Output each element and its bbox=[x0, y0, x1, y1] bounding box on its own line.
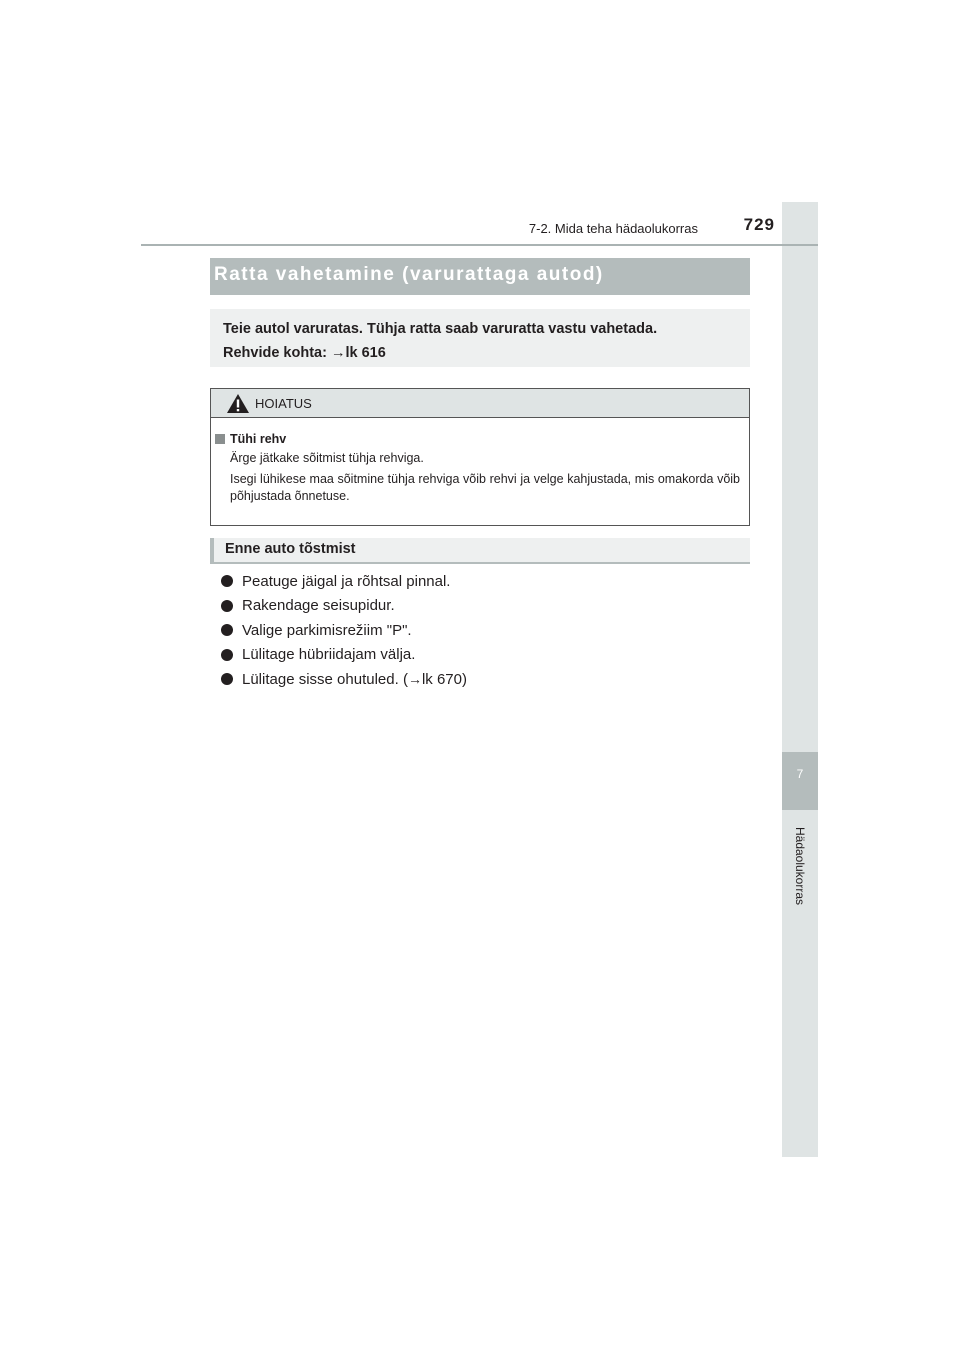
warning-subheading-text: Tühi rehv bbox=[230, 432, 287, 446]
section-heading-accent bbox=[210, 538, 214, 562]
intro-box bbox=[210, 309, 750, 367]
chapter-number-block bbox=[782, 752, 818, 810]
section-heading bbox=[210, 538, 750, 564]
bullet-icon bbox=[221, 575, 233, 587]
warning-title: HOIATUS bbox=[255, 396, 312, 411]
page-title: Ratta vahetamine (varurattaga autod) bbox=[214, 264, 604, 285]
warning-header bbox=[211, 389, 749, 418]
intro-line-1: Teie autol varuratas. Tühja ratta saab varuratta vastu vahetada. bbox=[223, 321, 658, 337]
intro-prefix: Rehvide kohta: bbox=[223, 345, 331, 361]
warning-paragraph-2: Isegi lühikese maa sõitmine tühja rehviga võib rehvi ja velge kahjustada, mis omakorda võib põhjustada õnnetuse. bbox=[230, 472, 740, 503]
header-rule bbox=[141, 244, 818, 246]
list-item: Lülitage hübriidajam välja. bbox=[221, 643, 741, 668]
warning-body bbox=[211, 418, 749, 505]
list-item: Lülitage sisse ohutuled. ( → lk 670) bbox=[221, 667, 741, 692]
chapter-label: Hädaolukorras bbox=[793, 826, 807, 906]
warning-box bbox=[210, 388, 750, 526]
page-reference: lk 616 bbox=[345, 345, 386, 361]
intro-line-2 bbox=[223, 341, 737, 365]
arrow-icon: → bbox=[330, 345, 346, 361]
warning-paragraph-1: Ärge jätkake sõitmist tühja rehviga. bbox=[230, 451, 424, 465]
bullet-icon bbox=[221, 649, 233, 661]
page-number: 729 bbox=[743, 215, 775, 234]
list-item: Valige parkimisrežiim "P". bbox=[221, 618, 741, 643]
header-section-title: 7-2. Mida teha hädaolukorras bbox=[528, 221, 698, 236]
chapter-number: 7 bbox=[796, 767, 804, 781]
square-bullet-icon bbox=[215, 434, 225, 444]
list-item: Peatuge jäigal ja rõhtsal pinnal. bbox=[221, 569, 741, 594]
bullet-list bbox=[221, 569, 741, 692]
list-item: Rakendage seisupidur. bbox=[221, 594, 741, 619]
chapter-side-tab bbox=[782, 202, 818, 1157]
warning-triangle-icon bbox=[227, 394, 249, 413]
bullet-icon bbox=[221, 600, 233, 612]
warning-subheading bbox=[214, 432, 740, 446]
arrow-icon: → bbox=[407, 671, 422, 688]
bullet-icon bbox=[221, 673, 233, 685]
section-heading-text: Enne auto tõstmist bbox=[225, 541, 356, 557]
bullet-icon bbox=[221, 624, 233, 636]
